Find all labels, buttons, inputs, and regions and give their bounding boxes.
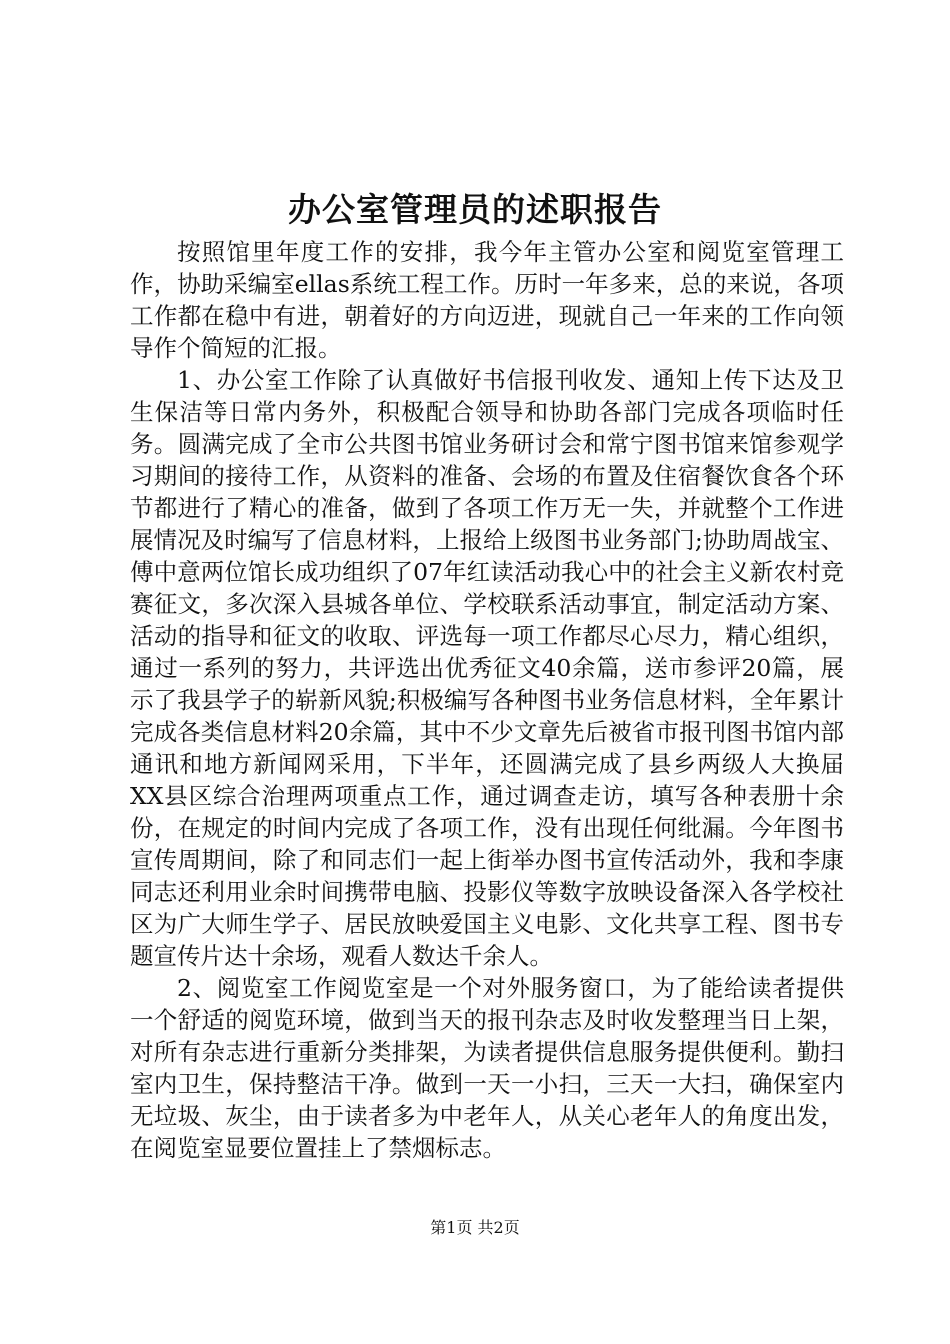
paragraph-intro: 按照馆里年度工作的安排，我今年主管办公室和阅览室管理工作，协助采编室ellas系统工程工作。历时一年多来，总的来说，各项工作都在稳中有进，朝着好的方向迈进，现就自己一年来的工作向领导作个简短的汇报。 [130,238,844,362]
paragraph-reading-room-work: 2、阅览室工作阅览室是一个对外服务窗口，为了能给读者提供一个舒适的阅览环境，做到当天的报刊杂志及时收发整理当日上架，对所有杂志进行重新分类排架，为读者提供信息服务提供便利。勤扫室内卫生，保持整洁干净。做到一天一小扫，三天一大扫，确保室内无垃圾、灰尘，由于读者多为中老年人，从关心老年人的角度出发，在阅览室显要位置挂上了禁烟标志。 [130,974,844,1162]
page-number: 第1页 共2页 [430,1218,520,1237]
paragraph-office-work: 1、办公室工作除了认真做好书信报刊收发、通知上传下达及卫生保洁等日常内务外，积极配合领导和协助各部门完成各项临时任务。圆满完成了全市公共图书馆业务研讨会和常宁图书馆来馆参观学习期间的接待工作，从资料的准备、会场的布置及住宿餐饮食各个环节都进行了精心的准备，做到了各项工作万无一失，并就整个工作进展情况及时编写了信息材料，上报给上级图书业务部门;协助周战宝、傅中意两位馆长成功组织了07年红读活动我心中的社会主义新农村竞赛征文，多次深入县城各单位、学校联系活动事宜，制定活动方案、活动的指导和征文的收取、评选每一项工作都尽心尽力，精心组织，通过一系列的努力，共评选出优秀征文40余篇，送市参评20篇，展示了我县学子的崭新风貌;积极编写各种图书业务信息材料，全年累计完成各类信息材料20余篇，其中不少文章先后被省市报刊图书馆内部通讯和地方新闻网采用，下半年，还圆满完成了县乡两级人大换届XX县区综合治理两项重点工作，通过调查走访，填写各种表册十余份，在规定的时间内完成了各项工作，没有出现任何纰漏。今年图书宣传周期间，除了和同志们一起上街举办图书宣传活动外，我和李康同志还利用业余时间携带电脑、投影仪等数字放映设备深入各学校社区为广大师生学子、居民放映爱国主义电影、文化共享工程、图书专题宣传片达十余场，观看人数达千余人。 [130,366,844,970]
document-body [130,236,844,1164]
document-title: 办公室管理员的述职报告 [288,190,662,229]
